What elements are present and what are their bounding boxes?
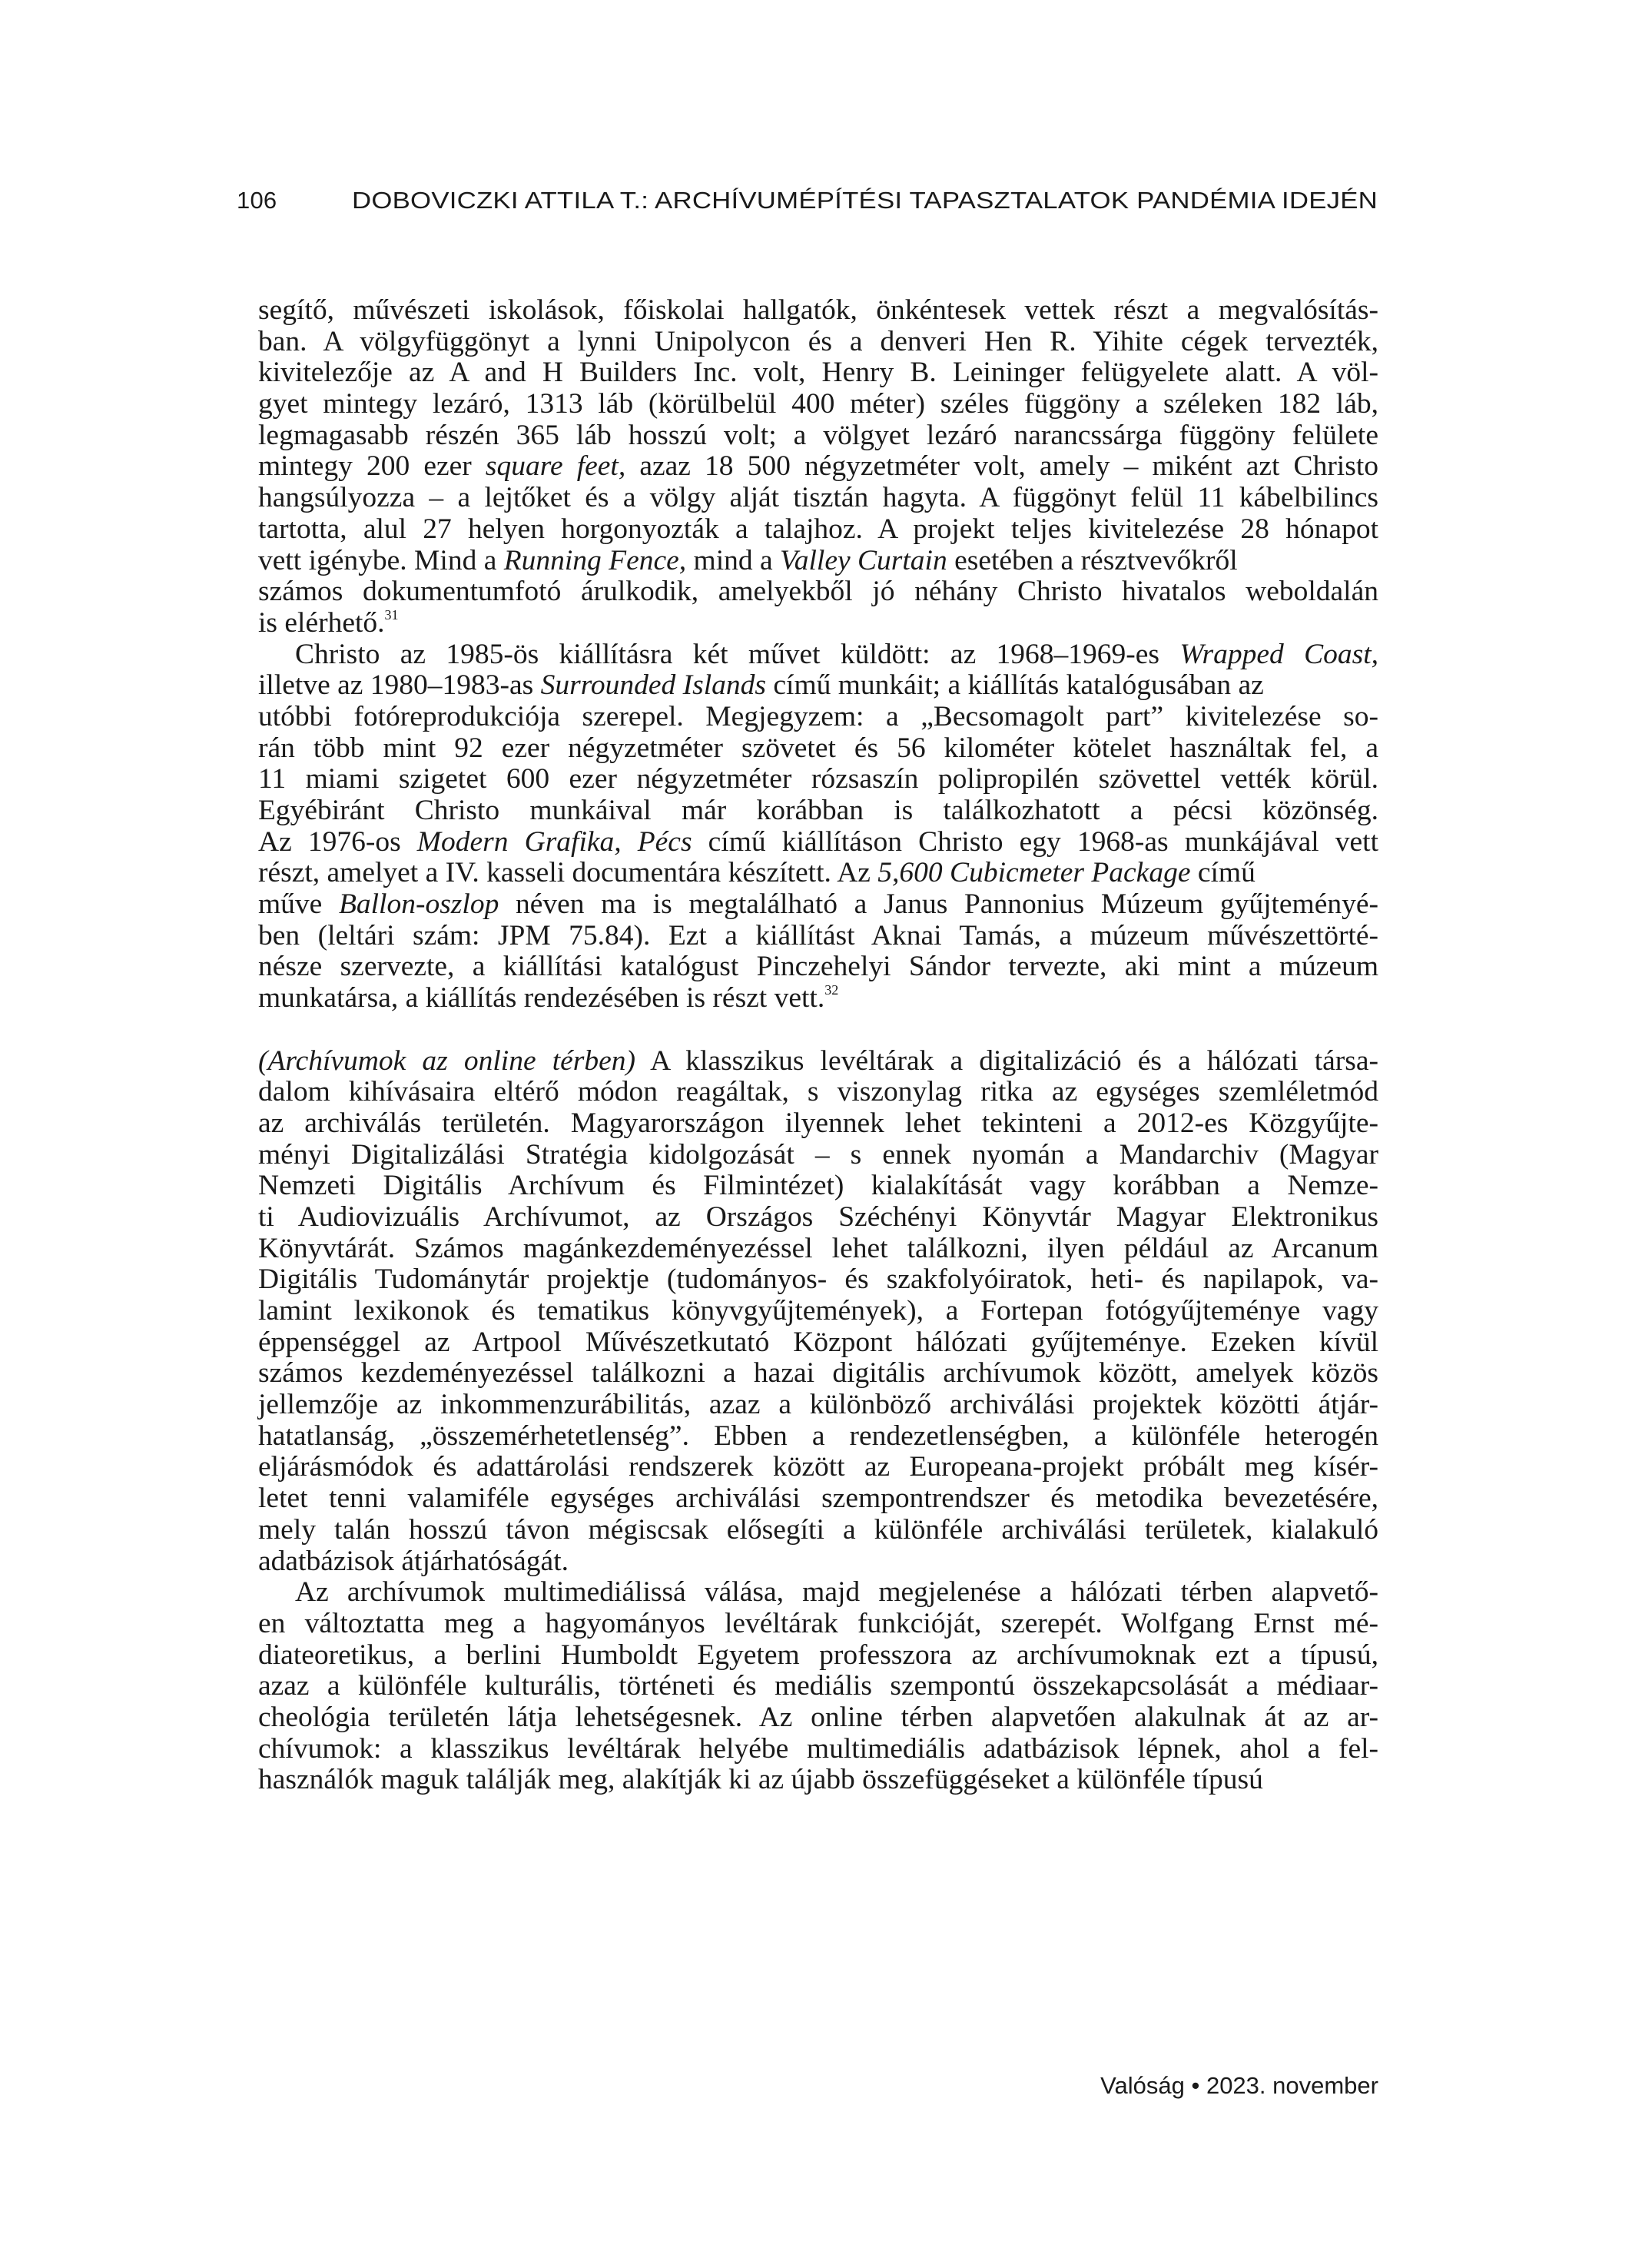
text-line (258, 1609, 1378, 1640)
text-run: ti Audiovizuális Archívumot, az Országos Széchényi Könyvtár Magyar Elektronikus (258, 1200, 1378, 1233)
running-title: DOBOVICZKI ATTILA T.: ARCHÍVUMÉPÍTÉSI TAPASZTALATOK PANDÉMIA IDEJÉN (352, 187, 1378, 214)
text-run: dalom kihívásaira eltérő módon reagáltak, s viszonylag ritka az egységes szemléletmód (258, 1076, 1378, 1108)
text-run: adatbázisok átjárhatóságát. (258, 1545, 569, 1577)
text-run: rán több mint 92 ezer négyzetméter szövetet és 56 kilométer kötelet használtak fel, a (258, 732, 1378, 764)
text-line (258, 357, 1378, 389)
text-run: cheológia területén látja lehetségesnek. Az online térben alapvetően alakulnak át az ar- (258, 1701, 1378, 1733)
text-line (258, 1640, 1378, 1672)
text-run: használók maguk találják meg, alakítják ki az újabb összefüggéseket a különféle típusú (258, 1764, 1263, 1796)
text-run: illetve az 1980–1983-as (258, 669, 541, 702)
text-run: Nemzeti Digitális Archívum és Filmintézet) kialakítását vagy korábban a Nemze- (258, 1170, 1378, 1202)
text-line (258, 639, 1378, 671)
text-run: utóbbi fotóreprodukciója szerepel. Megjegyzem: a „Becsomagolt part” kivitelezése so- (258, 700, 1378, 732)
text-line (258, 1234, 1378, 1265)
text-run: hatatlanság, „összemérhetetlenség”. Ebben a rendezetlenségben, a különféle heterogén (258, 1420, 1378, 1452)
text-run: letet tenni valamiféle egységes archiválási szempontrendszer és metodika bevezetésére, (258, 1483, 1378, 1515)
text-run: eljárásmódok és adattárolási rendszerek között az Europeana-projekt próbált meg kísér- (258, 1451, 1378, 1483)
text-line (258, 889, 1378, 921)
text-line (258, 1734, 1378, 1765)
text-line (258, 1671, 1378, 1702)
italic-text: (Archívumok az online térben) (258, 1044, 636, 1077)
text-line (258, 795, 1378, 827)
footer-separator: • (1191, 2072, 1200, 2099)
text-line (258, 1452, 1378, 1483)
text-line (258, 827, 1378, 858)
text-line (258, 1421, 1378, 1453)
text-run: lamint lexikonok és tematikus könyvgyűjtemények), a Fortepan fotógyűjteménye vagy (258, 1295, 1378, 1327)
text-line (258, 1577, 1378, 1609)
footnote-ref[interactable]: 32 (824, 982, 839, 998)
text-line (258, 702, 1378, 733)
text-line (258, 608, 1378, 639)
text-line (258, 576, 1378, 608)
text-run: kivitelezője az A and H Builders Inc. volt, Henry B. Leininger felügyelete alatt. A völ- (258, 357, 1378, 389)
text-run: című munkáit; a kiállítás katalógusában az (766, 669, 1264, 702)
article-body (258, 295, 1378, 1796)
italic-text: Wrapped Coast, (1179, 638, 1378, 670)
text-run: legmagasabb részén 365 láb hosszú volt; a völgyet lezáró narancssárga függöny felülete (258, 419, 1378, 451)
text-run: jellemzője az inkommenzurábilitás, azaz a különböző archiválási projektek közötti átjár- (258, 1389, 1378, 1421)
text-run: azaz 18 500 négyzetméter volt, amely – miként azt Christo (625, 450, 1378, 483)
page-footer (1100, 2072, 1378, 2100)
text-line (258, 1515, 1378, 1546)
text-line (258, 1202, 1378, 1234)
text-run: nésze szervezte, a kiállítási katalógust Pinczehelyi Sándor tervezte, aki mint a múzeum (258, 951, 1378, 983)
text-run: Egyébiránt Christo munkáival már korábban is találkozhatott a pécsi közönség. (258, 795, 1378, 826)
text-run: ben (leltári szám: JPM 75.84). Ezt a kiállítást Aknai Tamás, a múzeum művészettörté- (258, 919, 1378, 951)
text-run: számos kezdeményezéssel találkozni a hazai digitális archívumok között, amelyek közös (258, 1357, 1378, 1390)
text-run: 11 miami szigetet 600 ezer négyzetméter rózsaszín polipropilén szövettel vették körül. (258, 763, 1378, 795)
text-line (258, 295, 1378, 327)
text-run: az archiválás területén. Magyarországon ilyennek lehet tekinteni a 2012-es Közgyűjte- (258, 1107, 1378, 1139)
text-line (258, 420, 1378, 452)
italic-text: 5,600 Cubicmeter Package (877, 857, 1191, 889)
italic-text: Valley Curtain (780, 544, 947, 576)
text-run: Az archívumok multimediálissá válása, majd megjelenése a hálózati térben alapvető- (295, 1576, 1378, 1609)
text-line (258, 921, 1378, 952)
paragraph (258, 295, 1378, 639)
text-run: mely talán hosszú távon mégiscsak elősegíti a különféle archiválási területek, kialakuló (258, 1513, 1378, 1546)
running-header (237, 187, 1378, 225)
text-line (258, 858, 1378, 889)
text-line (258, 1108, 1378, 1140)
text-run: chívumok: a klasszikus levéltárak helyébe multimediális adatbázisok lépnek, ahol a fel- (258, 1732, 1378, 1765)
text-run: A klasszikus levéltárak a digitalizáció és a hálózati társa- (635, 1044, 1378, 1077)
paragraph (258, 639, 1378, 1014)
text-run: gyet mintegy lezáró, 1313 láb (körülbelül 400 méter) széles függöny a széleken 182 láb, (258, 388, 1378, 420)
text-run: ban. A völgyfüggönyt a lynni Unipolycon és a denveri Hen R. Yihite cégek tervezték, (258, 325, 1378, 357)
text-line (258, 1296, 1378, 1327)
text-run: részt, amelyet a IV. kasseli documentára készített. Az (258, 857, 878, 889)
text-line (258, 1077, 1378, 1108)
text-run: számos dokumentumfotó árulkodik, amelyekből jó néhány Christo hivatalos weboldalán (258, 576, 1378, 608)
text-line (258, 1546, 1378, 1578)
text-run: mintegy 200 ezer (258, 450, 486, 483)
text-line (258, 1483, 1378, 1515)
journal-name: Valóság (1100, 2072, 1185, 2099)
text-run: Christo az 1985-ös kiállításra két művet küldött: az 1968–1969-es (295, 638, 1180, 670)
text-run: Az 1976-os (258, 825, 417, 858)
text-line (258, 951, 1378, 983)
text-run: mind a (686, 544, 781, 576)
text-line (258, 451, 1378, 483)
paragraph (258, 1577, 1378, 1796)
text-run: Könyvtárát. Számos magánkezdeményezéssel lehet találkozni, ilyen például az Arcanum (258, 1232, 1378, 1264)
text-line (258, 983, 1378, 1014)
text-run: segítő, művészeti iskolások, főiskolai hallgatók, önkéntesek vettek részt a megvalósítás- (258, 294, 1378, 326)
text-line (258, 1264, 1378, 1296)
text-run: diateoretikus, a berlini Humboldt Egyetem professzora az archívumoknak ezt a típusú, (258, 1639, 1378, 1671)
paragraph (258, 1046, 1378, 1578)
text-run: című kiállításon Christo egy 1968-as munkájával vett (692, 825, 1378, 858)
text-line (258, 670, 1378, 702)
italic-text: Ballon-oszlop (338, 888, 499, 921)
text-line (258, 389, 1378, 420)
text-run: ményi Digitalizálási Stratégia kidolgozását – s ennek nyomán a Mandarchiv (Magyar (258, 1138, 1378, 1171)
text-line (258, 327, 1378, 358)
text-line (258, 483, 1378, 514)
text-line (258, 764, 1378, 795)
text-line (258, 733, 1378, 765)
text-run: en változtatta meg a hagyományos levéltárak funkcióját, szerepét. Wolfgang Ernst mé- (258, 1607, 1378, 1639)
text-line (258, 1140, 1378, 1171)
text-line (258, 546, 1378, 577)
text-run: tartotta, alul 27 helyen horgonyozták a talajhoz. A projekt teljes kivitelezése 28 hónapot (258, 513, 1378, 545)
text-run: esetében a résztvevőkről (947, 544, 1238, 576)
text-line (258, 1358, 1378, 1390)
text-run: hangsúlyozza – a lejtőket és a völgy alját tisztán hagyta. A függönyt felül 11 kábelbilincs (258, 482, 1378, 514)
italic-text: Running Fence, (503, 544, 687, 576)
text-line (258, 1046, 1378, 1078)
italic-text: square feet, (485, 450, 626, 483)
text-run: vett igénybe. Mind a (258, 544, 504, 576)
text-line (258, 1702, 1378, 1734)
text-run: azaz a különféle kulturális, történeti és mediális szempontú összekapcsolását a médiaar- (258, 1670, 1378, 1702)
italic-text: Surrounded Islands (540, 669, 767, 702)
text-line (258, 1327, 1378, 1359)
text-line (258, 1390, 1378, 1421)
text-run: néven ma is megtalálható a Janus Pannonius Múzeum gyűjteményé- (499, 888, 1378, 921)
page-number: 106 (237, 187, 277, 214)
text-line (258, 1171, 1378, 1202)
italic-text: Modern Grafika, Pécs (416, 825, 692, 858)
text-run: műve (258, 888, 339, 921)
text-run: Digitális Tudománytár projektje (tudományos- és szakfolyóiratok, heti- és napilapok, va- (258, 1264, 1378, 1296)
text-line (258, 514, 1378, 546)
text-run: című (1190, 857, 1256, 889)
text-run: éppenséggel az Artpool Művészetkutató Központ hálózati gyűjteménye. Ezeken kívül (258, 1326, 1378, 1358)
issue-date: 2023. november (1206, 2072, 1378, 2099)
footnote-ref[interactable]: 31 (384, 606, 399, 623)
text-line (258, 1765, 1378, 1796)
text-run: munkatársa, a kiállítás rendezésében is részt vett. (258, 982, 825, 1014)
text-run: is elérhető. (258, 606, 385, 639)
